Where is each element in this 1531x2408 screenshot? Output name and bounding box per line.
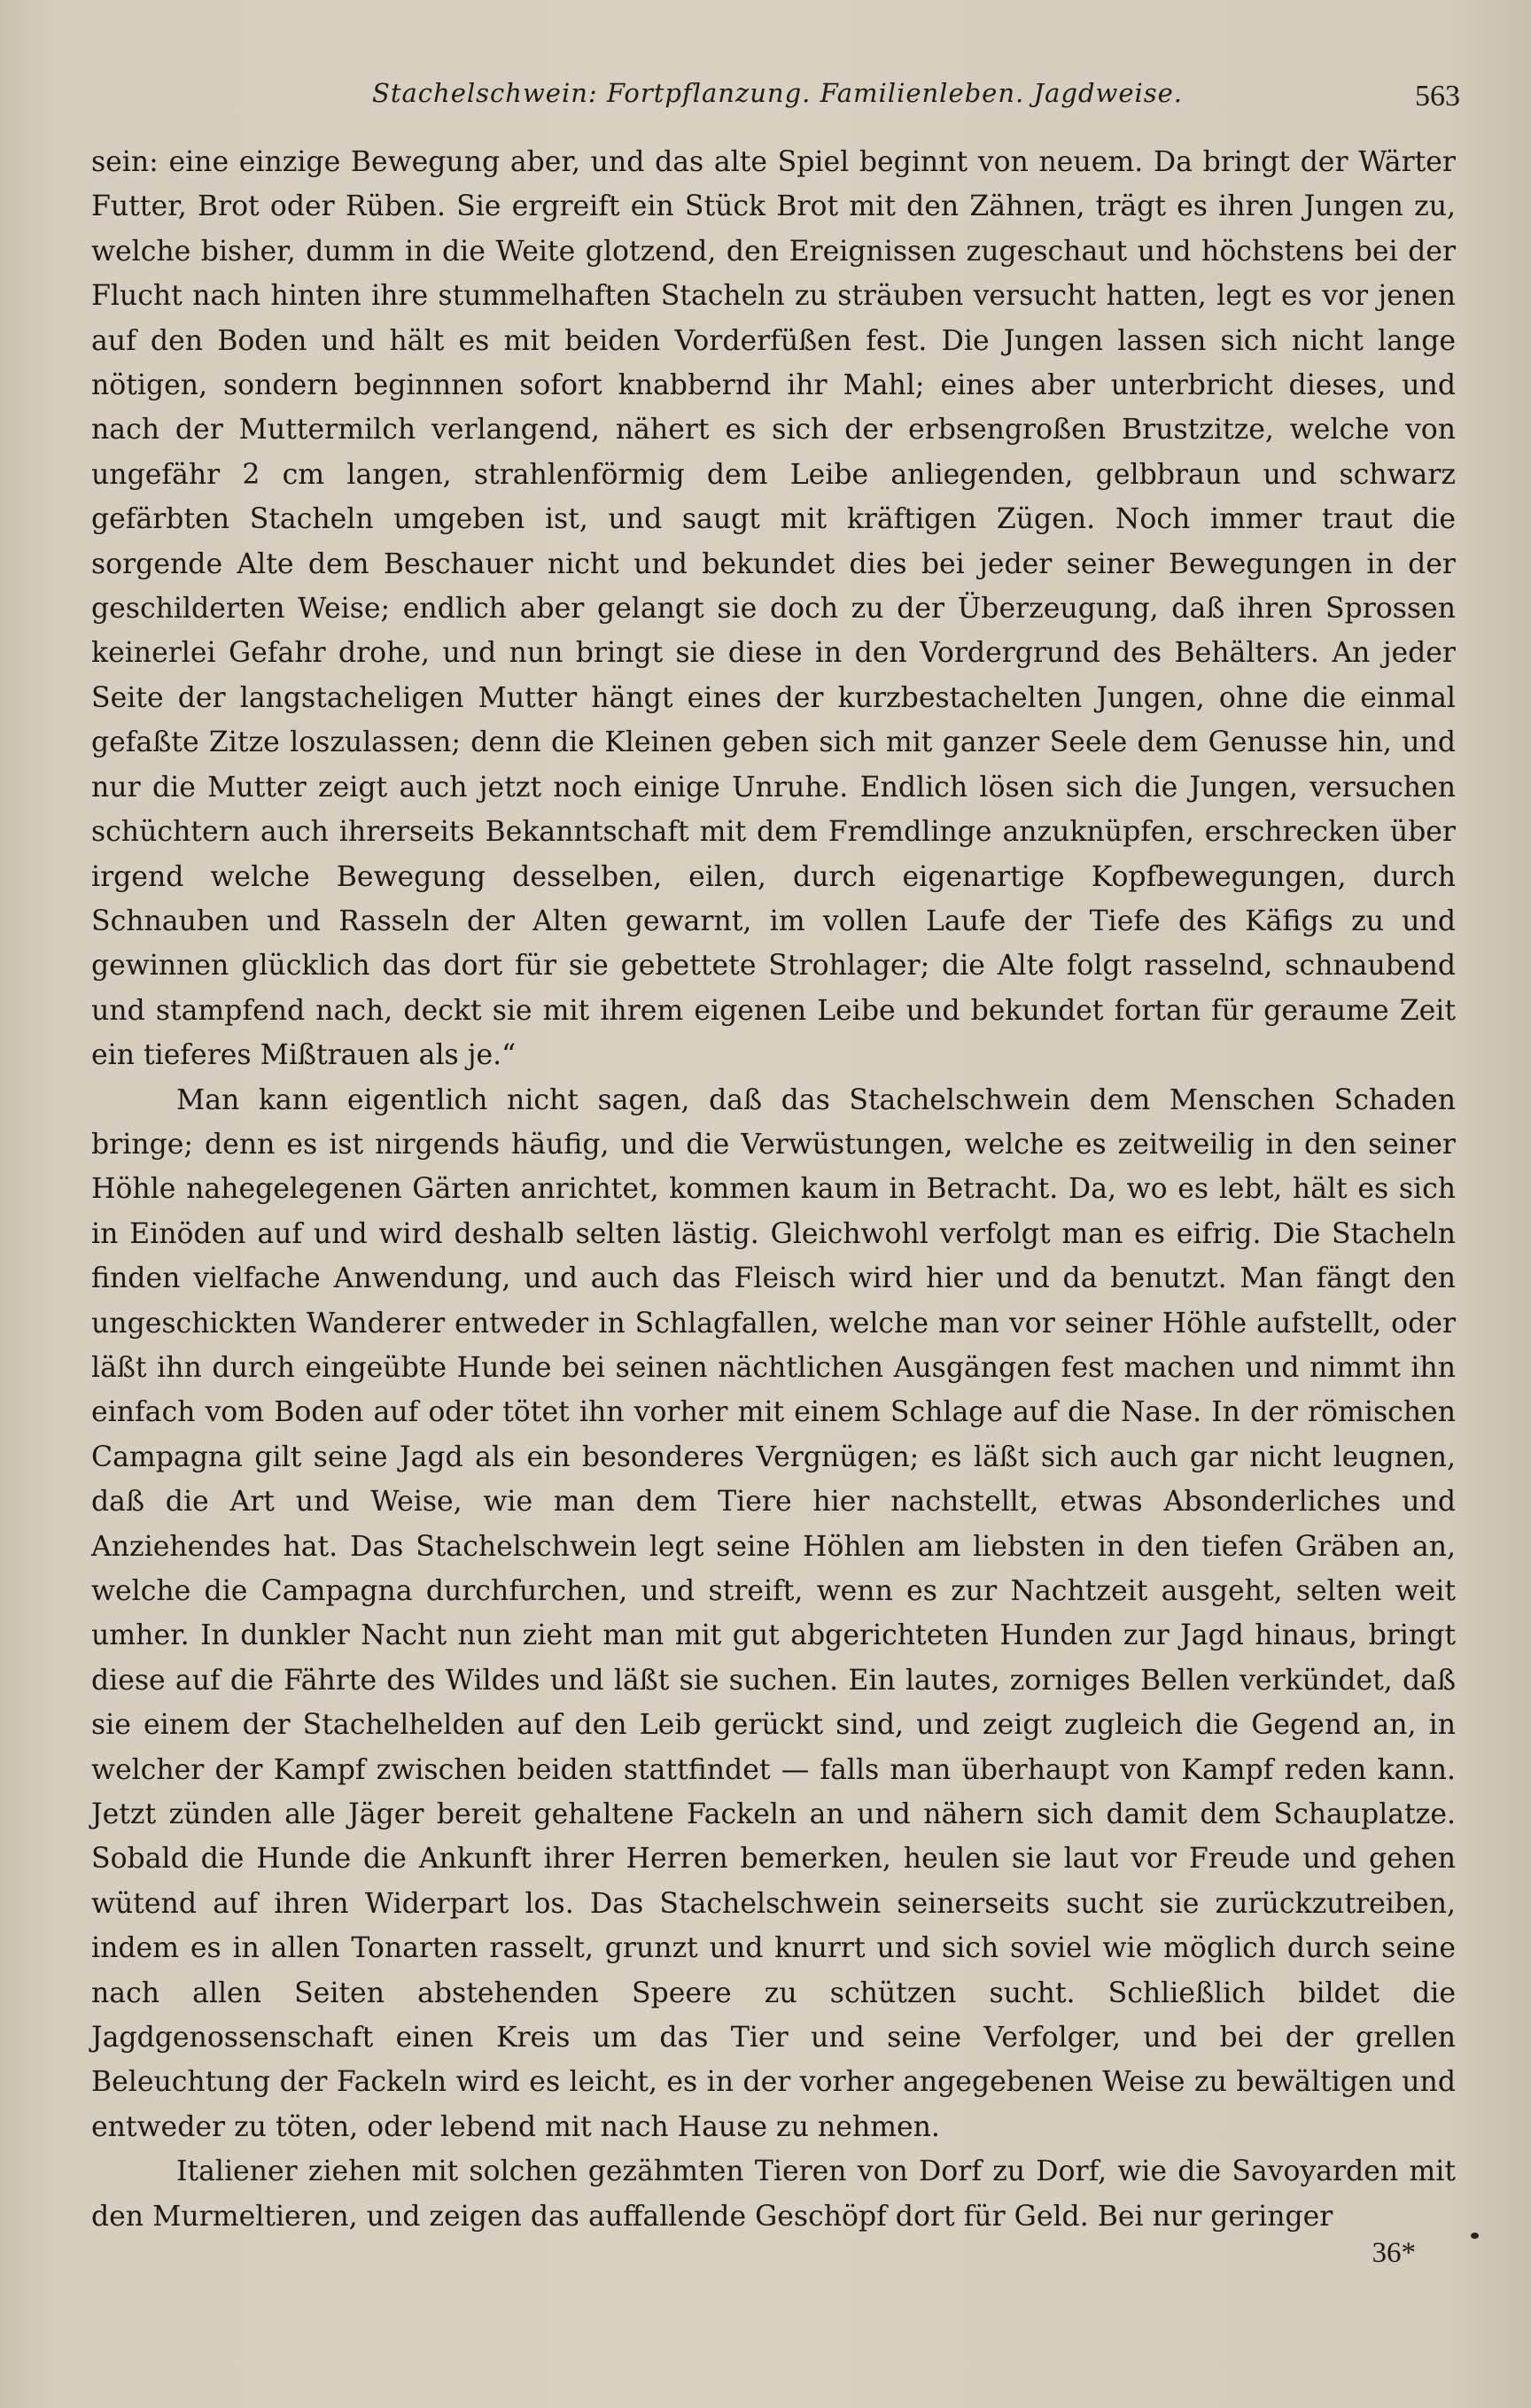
page-number: 563 xyxy=(1415,80,1460,113)
page-header xyxy=(89,78,1460,131)
paragraph-italians: Italiener ziehen mit solchen gezähmten Tieren von Dorf zu Dorf, wie die Savoyarden mit den Murmeltieren, und zeigen das auffallende Geschöpf dort für Geld. Bei nur geringer xyxy=(91,2156,1456,2233)
signature-mark: 36* xyxy=(1372,2237,1416,2269)
paragraph-continuation: sein: eine einzige Bewegung aber, und das alte Spiel beginnt von neuem. Da bringt der Wärter Futter, Brot oder Rüben. Sie ergreift ein Stück Brot mit den Zähnen, trägt es ihren Jungen zu, welche bisher, dumm in die Weite glotzend, den Ereignissen zugeschaut und höchstens bei der Flucht nach hinten ihre stummelhaften Stacheln zu sträuben versucht hatten, legt es vor jenen auf den Boden und hält es mit beiden Vorderfüßen fest. Die Jungen lassen sich nicht lange nötigen, sondern beginnnen sofort knabbernd ihr Mahl; eines aber unterbricht dieses, und nach der Muttermilch verlangend, nähert es sich der erbsengroßen Brustzitze, welche von ungefähr 2 cm langen, strahlenförmig dem Leibe anliegenden, gelbbraun und schwarz gefärbten Stacheln umgeben ist, und saugt mit kräftigen Zügen. Noch immer traut die sorgende Alte dem Beschauer nicht und bekundet dies bei jeder seiner Bewegungen in der geschilderten Weise; endlich aber gelangt sie doch zu der Überzeugung, daß ihren Sprossen keinerlei Gefahr drohe, und nun bringt sie diese in den Vordergrund des Behälters. An jeder Seite der langstacheligen Mutter hängt eines der kurzbestachelten Jungen, ohne die einmal gefaßte Zitze loszulassen; denn die Kleinen geben sich mit ganzer Seele dem Genusse hin, und nur die Mutter zeigt auch jetzt noch einige Unruhe. Endlich lösen sich die Jungen, versuchen schüchtern auch ihrerseits Bekanntschaft mit dem Fremdlinge anzuknüpfen, erschrecken über irgend welche Bewegung desselben, eilen, durch eigenartige Kopfbewegungen, durch Schnauben und Rasseln der Alten gewarnt, im vollen Laufe der Tiefe des Käfigs zu und gewinnen glücklich das dort für sie gebettete Strohlager; die Alte folgt rasselnd, schnaubend und stampfend nach, deckt sie mit ihrem eigenen Leibe und bekundet fortan für geraume Zeit ein tieferes Mißtrauen als je.“ xyxy=(91,146,1456,1072)
paragraph-hunting: Man kann eigentlich nicht sagen, daß das Stachelschwein dem Menschen Schaden bringe; denn es ist nirgends häufig, und die Verwüstungen, welche es zeitweilig in den seiner Höhle nahegelegenen Gärten anrichtet, kommen kaum in Betracht. Da, wo es lebt, hält es sich in Einöden auf und wird deshalb selten lästig. Gleichwohl verfolgt man es eifrig. Die Stacheln finden vielfache Anwendung, und auch das Fleisch wird hier und da benutzt. Man fängt den ungeschickten Wanderer entweder in Schlagfallen, welche man vor seiner Höhle aufstellt, oder läßt ihn durch eingeübte Hunde bei seinen nächtlichen Ausgängen fest machen und nimmt ihn einfach vom Boden auf oder tötet ihn vorher mit einem Schlage auf die Nase. In der römischen Campagna gilt seine Jagd als ein besonderes Vergnügen; es läßt sich auch gar nicht leugnen, daß die Art und Weise, wie man dem Tiere hier nachstellt, etwas Absonderliches und Anziehendes hat. Das Stachelschwein legt seine Höhlen am liebsten in den tiefen Gräben an, welche die Campagna durchfurchen, und streift, wenn es zur Nachtzeit ausgeht, selten weit umher. In dunkler Nacht nun zieht man mit gut abgerichteten Hunden zur Jagd hinaus, bringt diese auf die Fährte des Wildes und läßt sie suchen. Ein lautes, zorniges Bellen verkündet, daß sie einem der Stachelhelden auf den Leib gerückt sind, und zeigt zugleich die Gegend an, in welcher der Kampf zwischen beiden stattfindet — falls man überhaupt von Kampf reden kann. Jetzt zünden alle Jäger bereit gehaltene Fackeln an und nähern sich damit dem Schauplatze. Sobald die Hunde die Ankunft ihrer Herren bemerken, heulen sie laut vor Freude und gehen wütend auf ihren Widerpart los. Das Stachelschwein seinerseits sucht sie zurückzutreiben, indem es in allen Tonarten rasselt, grunzt und knurrt und sich soviel wie möglich durch seine nach allen Seiten abstehenden Speere zu schützen sucht. Schließlich bildet die Jagdgenossenschaft einen Kreis um das Tier und seine Verfolger, und bei der grellen Beleuchtung der Fackeln wird es leicht, es in der vorher angegebenen Weise zu bewältigen und entweder zu töten, oder lebend mit nach Hause zu nehmen. xyxy=(91,1084,1456,2143)
body-text xyxy=(91,140,1456,2239)
running-title: Stachelschwein: Fortpflanzung. Familienleben. Jagdweise. xyxy=(372,78,1184,108)
ink-speck xyxy=(1471,2233,1479,2239)
